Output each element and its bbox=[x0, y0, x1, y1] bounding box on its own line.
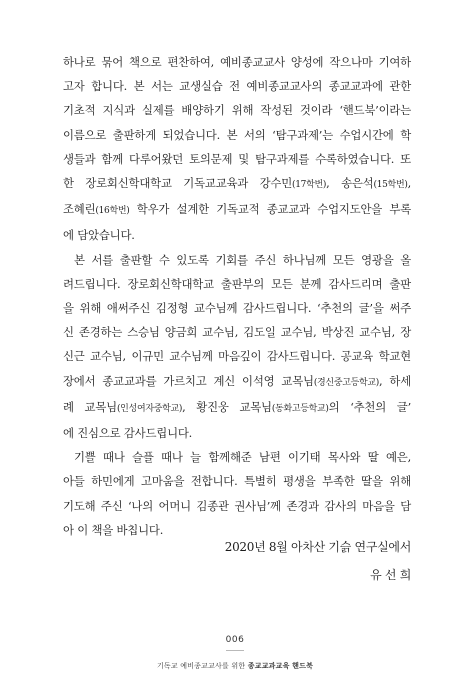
text-line bbox=[63, 74, 411, 98]
text-segment: 신 존경하는 스승님 양금희 교수님, 김도일 교수님, 박상진 교수님, 장 bbox=[63, 325, 411, 340]
footer-book-descriptor: 기독교 예비종교교사를 위한 bbox=[156, 662, 248, 670]
text-segment: 의 ‘추천의 글’ bbox=[328, 399, 411, 414]
text-segment: 장에서 종교교과를 가르치고 계신 이석영 교목님 bbox=[63, 373, 314, 388]
text-segment: 학우가 설계한 기독교적 종교교과 수업지도안을 부록 bbox=[129, 202, 411, 217]
text-segment: 신근 교수님, 이규민 교수님께 마음깊이 감사드립니다. 공교육 학교현 bbox=[63, 349, 411, 364]
text-segment: , 황진웅 교목님 bbox=[182, 399, 272, 414]
preface-body bbox=[63, 50, 411, 542]
text-line bbox=[63, 248, 411, 272]
paragraph bbox=[63, 50, 411, 248]
text-line bbox=[63, 272, 411, 296]
text-segment: 기초적 지식과 실제를 배양하기 위해 작성된 것이라 ‘핸드북’이라는 bbox=[63, 103, 411, 118]
text-segment: 을 위해 애써주신 김정형 교수님께 감사드립니다. ‘추천의 글’을 써주 bbox=[63, 301, 411, 316]
signature-block bbox=[225, 533, 411, 589]
text-line bbox=[63, 50, 411, 74]
text-line bbox=[63, 344, 411, 368]
text-segment: 생들과 함께 다루어왔던 토의문제 및 탐구과제를 수록하였습니다. 또 bbox=[63, 151, 411, 166]
text-line bbox=[63, 171, 411, 197]
text-line bbox=[63, 395, 411, 421]
paragraph bbox=[63, 248, 411, 446]
paragraph bbox=[63, 445, 411, 542]
text-line bbox=[63, 320, 411, 344]
parenthetical-note: (15학번) bbox=[373, 180, 408, 191]
page-number: 006 bbox=[225, 635, 245, 645]
parenthetical-note: (17학번) bbox=[292, 180, 327, 191]
text-segment: 려드립니다. 장로회신학대학교 출판부의 모든 분께 감사드리며 출판 bbox=[63, 276, 411, 291]
text-line bbox=[63, 147, 411, 171]
text-segment: , 송은석 bbox=[326, 176, 374, 191]
parenthetical-note: (16학번) bbox=[95, 206, 130, 217]
text-line bbox=[63, 421, 411, 445]
text-line bbox=[63, 197, 411, 223]
text-segment: , bbox=[407, 176, 411, 191]
text-segment: 기도해 주신 ‘나의 어머니 김종관 권사님’께 존경과 감사의 마음을 담 bbox=[63, 498, 411, 513]
text-line bbox=[63, 296, 411, 320]
text-segment: 례 교목님 bbox=[63, 399, 117, 414]
text-segment: 기쁠 때나 슬플 때나 늘 함께해준 남편 이기태 목사와 딸 예은, bbox=[74, 450, 411, 465]
text-line bbox=[63, 445, 411, 469]
text-segment: , 하세 bbox=[379, 373, 411, 388]
parenthetical-note: (경신중고등학교) bbox=[313, 377, 380, 388]
parenthetical-note: (인성여자중학교) bbox=[116, 403, 183, 414]
running-footer bbox=[0, 661, 470, 671]
text-segment: 한 장로회신학대학교 기독교교육과 강수민 bbox=[63, 176, 293, 191]
text-segment: 조혜린 bbox=[63, 202, 96, 217]
footer-divider bbox=[226, 650, 244, 651]
text-line bbox=[63, 369, 411, 395]
text-segment: 아들 하민에게 고마움을 전합니다. 특별히 평생을 부족한 딸을 위해 bbox=[63, 474, 411, 489]
signature-date-place: 2020년 8월 아차산 기슭 연구실에서 bbox=[224, 540, 411, 554]
text-line bbox=[63, 494, 411, 518]
text-line bbox=[63, 223, 411, 247]
text-segment: 이름으로 출판하게 되었습니다. 본 서의 ‘탐구과제’는 수업시간에 학 bbox=[63, 127, 411, 142]
text-line bbox=[63, 123, 411, 147]
text-segment: 고자 합니다. 본 서는 교생실습 전 예비종교교사의 종교교과에 관한 bbox=[63, 79, 411, 94]
text-line bbox=[63, 98, 411, 122]
signature-author: 유 선 희 bbox=[370, 568, 411, 582]
text-segment: 에 진심으로 감사드립니다. bbox=[63, 426, 193, 441]
parenthetical-note: (동화고등학교) bbox=[271, 403, 329, 414]
text-segment: 에 담았습니다. bbox=[63, 228, 135, 243]
footer-book-title: 종교교과교육 핸드북 bbox=[247, 661, 314, 670]
text-segment: 아 이 책을 바칩니다. bbox=[63, 522, 164, 537]
text-segment: 본 서를 출판할 수 있도록 기회를 주신 하나님께 모든 영광을 올 bbox=[74, 252, 411, 267]
text-segment: 하나로 묶어 책으로 편찬하여, 예비종교교사 양성에 작으나마 기여하 bbox=[63, 55, 411, 69]
text-line bbox=[63, 469, 411, 493]
